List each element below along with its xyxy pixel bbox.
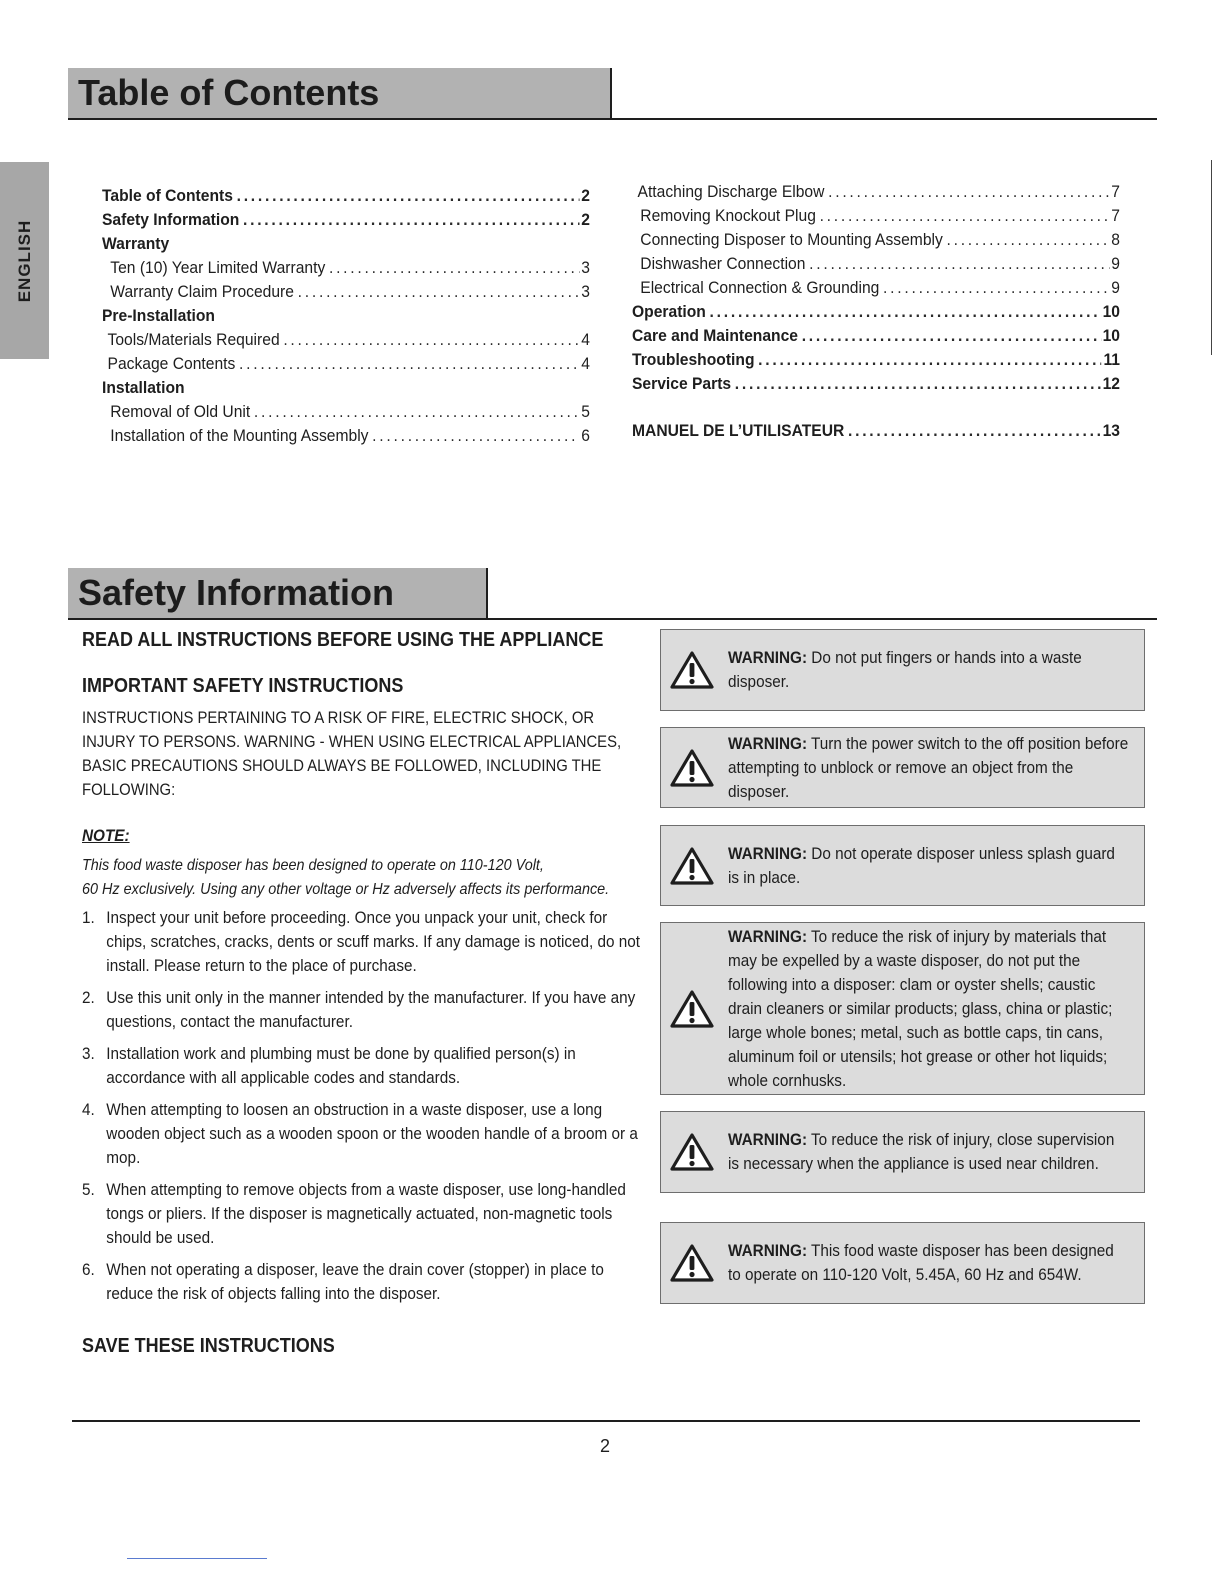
item-number: 2. — [82, 988, 95, 1007]
toc-leader-dots — [816, 206, 1110, 226]
toc-leader-dots — [706, 302, 1101, 322]
warning-text — [728, 646, 1130, 694]
toc-entry-title: Removing Knockout Plug — [640, 206, 816, 225]
instruction-item — [82, 1178, 641, 1250]
toc-entry-title: MANUEL DE L’UTILISATEUR — [632, 421, 845, 440]
toc-entry-page: 10 — [1102, 302, 1121, 321]
warning-label: WARNING: — [728, 648, 808, 667]
footer-rule — [72, 1420, 1140, 1422]
toc-leader-dots — [805, 254, 1109, 274]
toc-entry-title: Connecting Disposer to Mounting Assembly — [640, 230, 943, 249]
toc-entry[interactable] — [102, 182, 590, 206]
toc-entry[interactable] — [102, 206, 590, 230]
toc-entry-title: Table of Contents — [102, 186, 233, 205]
warning-box — [660, 1111, 1145, 1193]
warning-label: WARNING: — [728, 733, 808, 753]
toc-entry[interactable] — [102, 350, 590, 374]
warning-triangle-icon — [670, 846, 714, 886]
toc-leader-dots — [280, 330, 580, 350]
toc-leader-dots — [250, 402, 579, 422]
read-all-heading: READ ALL INSTRUCTIONS BEFORE USING THE APPLIANCE — [82, 629, 604, 651]
warning-box — [660, 727, 1145, 808]
warning-triangle-icon — [670, 1132, 714, 1172]
toc-entry[interactable] — [632, 226, 1120, 250]
toc-entry[interactable] — [632, 370, 1120, 394]
item-number: 4. — [82, 1100, 95, 1119]
toc-entry-page: 11 — [1103, 350, 1121, 369]
toc-entry-page: 3 — [581, 282, 591, 301]
toc-entry[interactable] — [632, 178, 1120, 202]
warning-box — [660, 922, 1145, 1095]
toc-entry-page: 9 — [1111, 278, 1121, 297]
toc-entry[interactable] — [102, 398, 590, 422]
item-number: 5. — [82, 1180, 95, 1199]
note-label: NOTE: — [82, 826, 130, 845]
instruction-item — [82, 986, 641, 1034]
toc-entry-page: 5 — [581, 402, 591, 421]
warning-message: Do not put fingers or hands into a waste disposer. — [728, 648, 1082, 691]
warning-message: Do not operate disposer unless splash guard is in place. — [728, 843, 1115, 887]
safety-instructions — [82, 628, 642, 1358]
page-number: 2 — [599, 1436, 610, 1456]
warning-box — [660, 629, 1145, 711]
toc-entry[interactable] — [102, 302, 590, 326]
toc-entry[interactable] — [632, 322, 1120, 346]
item-text: When attempting to loosen an obstruction in a waste disposer, use a long wooden object such as a wooden spoon or the wooden handle of a broom or a mop. — [106, 1100, 638, 1167]
warning-label: WARNING: — [728, 1130, 808, 1149]
toc-leader-dots — [325, 258, 579, 278]
language-tab — [0, 162, 49, 359]
item-text: Installation work and plumbing must be done by qualified person(s) in accordance with all applicable codes and standards. — [106, 1044, 576, 1087]
language-label: ENGLISH — [14, 219, 34, 302]
toc-entry[interactable] — [632, 417, 1120, 441]
toc-entry-page: 13 — [1102, 421, 1121, 440]
note-text — [82, 854, 641, 902]
item-number: 1. — [82, 908, 95, 927]
toc-entry-title: Warranty Claim Procedure — [110, 282, 294, 301]
toc-entry-title: Care and Maintenance — [632, 326, 799, 345]
toc-entry-title: Attaching Discharge Elbow — [637, 182, 825, 201]
toc-entry[interactable] — [632, 346, 1120, 370]
toc-entry-page: 12 — [1102, 374, 1121, 393]
toc-header — [68, 68, 1157, 120]
instruction-item — [82, 1098, 641, 1170]
toc-leader-dots — [755, 350, 1102, 370]
toc-entry-page: 8 — [1111, 230, 1121, 249]
page-edge-line — [1211, 160, 1212, 355]
toc-entry-page: 2 — [581, 210, 591, 229]
warning-text — [728, 732, 1130, 804]
warning-text — [728, 1239, 1130, 1287]
toc-entry[interactable] — [102, 374, 590, 398]
toc-left-column — [102, 182, 590, 446]
item-text: When not operating a disposer, leave the drain cover (stopper) in place to reduce the risk of objects falling into the disposer. — [106, 1260, 604, 1303]
intro-paragraph: INSTRUCTIONS PERTAINING TO A RISK OF FIRE, ELECTRIC SHOCK, OR INJURY TO PERSONS. WARNING - WHEN USING ELECTRICAL APPLIANCES, BASIC PRECAUTIONS SHOULD ALWAYS BE FOLLOWED, INCLUDING THE FOLLOWING: — [82, 709, 622, 799]
toc-entry[interactable] — [632, 298, 1120, 322]
toc-entry-page: 3 — [581, 258, 591, 277]
toc-entry-title: Installation — [102, 378, 185, 397]
toc-entry-title: Troubleshooting — [632, 350, 755, 369]
toc-leader-dots — [235, 354, 579, 374]
toc-entry[interactable] — [102, 422, 590, 446]
toc-leader-dots — [824, 182, 1109, 202]
toc-entry-title: Operation — [632, 302, 706, 321]
toc-entry-page: 7 — [1111, 182, 1121, 201]
toc-leader-dots — [798, 326, 1101, 346]
toc-leader-dots — [731, 374, 1101, 394]
item-text: Use this unit only in the manner intended by the manufacturer. If you have any questions, contact the manufacturer. — [106, 988, 636, 1031]
warning-triangle-icon — [670, 1243, 714, 1283]
warning-message: Turn the power switch to the off position before attempting to unblock or remove an object from the disposer. — [728, 733, 1129, 801]
toc-right-column — [632, 178, 1120, 441]
toc-entry[interactable] — [632, 250, 1120, 274]
save-instructions-heading: SAVE THESE INSTRUCTIONS — [82, 1335, 335, 1357]
toc-entry-title: Pre-Installation — [102, 306, 215, 325]
note-line-2: 60 Hz exclusively. Using any other voltage or Hz adversely affects its performance. — [82, 881, 610, 898]
toc-entry-page: 2 — [581, 186, 591, 205]
warning-triangle-icon — [670, 748, 714, 788]
toc-leader-dots — [943, 230, 1110, 250]
toc-entry-page: 6 — [581, 426, 591, 445]
safety-heading: Safety Information — [78, 572, 395, 613]
toc-entry-title: Removal of Old Unit — [110, 402, 251, 421]
item-number: 6. — [82, 1260, 95, 1279]
toc-heading: Table of Contents — [78, 72, 380, 113]
toc-entry[interactable] — [632, 274, 1120, 298]
toc-entry-title: Ten (10) Year Limited Warranty — [110, 258, 326, 277]
toc-entry-page: 7 — [1111, 206, 1121, 225]
toc-entry-title: Electrical Connection & Grounding — [640, 278, 880, 297]
toc-entry-title: Dishwasher Connection — [640, 254, 806, 273]
item-text: When attempting to remove objects from a waste disposer, use long-handled tongs or pliers. If the disposer is magnetically actuated, non-magnetic tools should be used. — [106, 1180, 626, 1247]
important-heading: IMPORTANT SAFETY INSTRUCTIONS — [82, 675, 404, 697]
toc-entry-title: Warranty — [102, 234, 170, 253]
toc-entry-title: Installation of the Mounting Assembly — [110, 426, 369, 445]
toc-entry[interactable] — [632, 202, 1120, 226]
toc-leader-dots — [879, 278, 1109, 298]
toc-leader-dots — [368, 426, 579, 446]
toc-entry-page: 9 — [1111, 254, 1121, 273]
warning-text — [728, 842, 1130, 890]
toc-leader-dots — [233, 186, 580, 206]
toc-entry-title: Package Contents — [107, 354, 236, 373]
warning-triangle-icon — [670, 989, 714, 1029]
toc-header-box — [68, 68, 612, 118]
toc-entry[interactable] — [102, 278, 590, 302]
note-line-1: This food waste disposer has been designed to operate on 110-120 Volt, — [82, 857, 544, 874]
warning-message: To reduce the risk of injury, close supervision is necessary when the appliance is used near children. — [728, 1130, 1115, 1173]
safety-header-box — [68, 568, 488, 618]
instruction-item — [82, 1258, 641, 1306]
warning-label: WARNING: — [728, 843, 808, 863]
bottom-link-underline — [127, 1558, 267, 1559]
warning-message: To reduce the risk of injury by materials that may be expelled by a waste disposer, do not put the following into a disposer: clam or oyster shells; caustic drain cleaners or similar products; glass, china or plastic; large whole bones; metal, such as bottle caps, tin cans, aluminum foil or utensils; hot grease or other hot liquids; whole cornhusks. — [728, 926, 1113, 1090]
toc-leader-dots — [239, 210, 579, 230]
warning-text — [728, 1128, 1130, 1176]
toc-entry-page: 4 — [581, 330, 591, 349]
toc-entry[interactable] — [102, 326, 590, 350]
warning-text — [728, 925, 1130, 1093]
instruction-list — [82, 906, 641, 1306]
toc-entry[interactable] — [102, 254, 590, 278]
toc-entry-title: Safety Information — [102, 210, 240, 229]
item-text: Inspect your unit before proceeding. Once you unpack your unit, check for chips, scratches, cracks, dents or scuff marks. If any damage is noticed, do not install. Please return to the place of purchase. — [106, 908, 641, 975]
toc-entry[interactable] — [102, 230, 590, 254]
instruction-item — [82, 906, 641, 978]
warning-box — [660, 825, 1145, 906]
toc-leader-dots — [294, 282, 580, 302]
toc-entry-title: Tools/Materials Required — [107, 330, 280, 349]
toc-entry-title: Service Parts — [632, 374, 732, 393]
warning-label: WARNING: — [728, 1241, 808, 1260]
item-number: 3. — [82, 1044, 95, 1063]
toc-entry-page: 10 — [1102, 326, 1121, 345]
instruction-item — [82, 1042, 641, 1090]
toc-entry-page: 4 — [581, 354, 591, 373]
warning-box — [660, 1222, 1145, 1304]
warning-label: WARNING: — [728, 926, 808, 946]
safety-header — [68, 568, 1157, 620]
warning-message: This food waste disposer has been designed to operate on 110-120 Volt, 5.45A, 60 Hz and 654W. — [728, 1241, 1114, 1284]
toc-leader-dots — [844, 421, 1100, 441]
warning-triangle-icon — [670, 650, 714, 690]
toc-spacer — [632, 394, 1120, 417]
